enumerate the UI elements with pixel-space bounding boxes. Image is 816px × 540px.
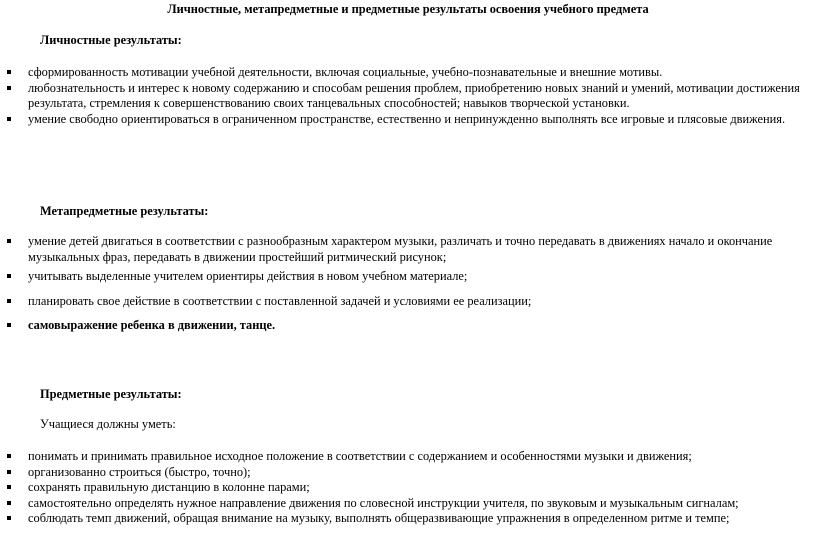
personal-results-list (0, 65, 800, 127)
subject-results-list (0, 449, 800, 527)
bullet-icon (7, 274, 11, 278)
document-title: Личностные, метапредметные и предметные результаты освоения учебного предмета (167, 2, 649, 16)
personal-results-heading: Личностные результаты: (40, 33, 182, 47)
list-item (0, 269, 800, 285)
bullet-icon (7, 454, 11, 458)
bullet-icon (7, 239, 11, 243)
subject-results-heading: Предметные результаты: (40, 387, 182, 401)
list-item (0, 511, 800, 527)
list-item-text: умение свободно ориентироваться в ограниченном пространстве, естественно и непринужденно выполнять все игровые и плясовые движения. (28, 111, 786, 126)
meta-results-list (0, 234, 800, 334)
list-item-text: самовыражение ребенка в движении, танце. (28, 318, 276, 332)
bullet-icon (7, 470, 11, 474)
bullet-icon (7, 485, 11, 489)
list-item (0, 112, 800, 128)
list-item (0, 234, 800, 265)
meta-results-heading: Метапредметные результаты: (40, 204, 209, 218)
list-item-text: учитывать выделенные учителем ориентиры действия в новом учебном материале; (28, 269, 468, 283)
list-item (0, 496, 800, 512)
list-item-text: умение детей двигаться в соответствии с разнообразным характером музыки, различать и точно передавать в движениях начало и окончание музыкальных фраз, передавать в движении простейший ритмический рисунок; (28, 234, 773, 264)
subject-results-subheading: Учащиеся должны уметь: (40, 417, 176, 431)
list-item (0, 318, 800, 334)
list-item-text: организованно строиться (быстро, точно); (28, 464, 251, 479)
list-item-text: сохранять правильную дистанцию в колонне парами; (28, 480, 310, 494)
list-item (0, 294, 800, 310)
list-item-text: понимать и принимать правильное исходное положение в соответствии с содержанием и особенностями музыки и движения; (28, 449, 692, 463)
bullet-icon (7, 70, 11, 74)
bullet-icon (7, 86, 11, 90)
bullet-icon (7, 501, 11, 505)
list-item-text: сформированность мотивации учебной деятельности, включая социальные, учебно-познавательные и внешние мотивы. (28, 65, 663, 79)
list-item (0, 81, 800, 112)
list-item (0, 65, 800, 81)
list-item-text: планировать свое действие в соответствии с поставленной задачей и условиями ее реализации; (28, 293, 532, 308)
bullet-icon (7, 516, 11, 520)
bullet-icon (7, 117, 11, 121)
list-item-text: любознательность и интерес к новому содержанию и способам решения проблем, приобретению новых знаний и умений, мотивации достижения результата, стремления к совершенствованию своих танцевальных способностей; навыков творческой установки. (28, 80, 800, 110)
bullet-icon (7, 299, 11, 303)
list-item (0, 449, 800, 465)
list-item (0, 480, 800, 496)
list-item (0, 465, 800, 481)
list-item-text: соблюдать темп движений, обращая внимание на музыку, выполнять общеразвивающие упражнения в определенном ритме и темпе; (28, 511, 730, 525)
list-item-text: самостоятельно определять нужное направление движения по словесной инструкции учителя, по звуковым и музыкальным сигналам; (28, 495, 739, 510)
bullet-icon (7, 323, 11, 327)
